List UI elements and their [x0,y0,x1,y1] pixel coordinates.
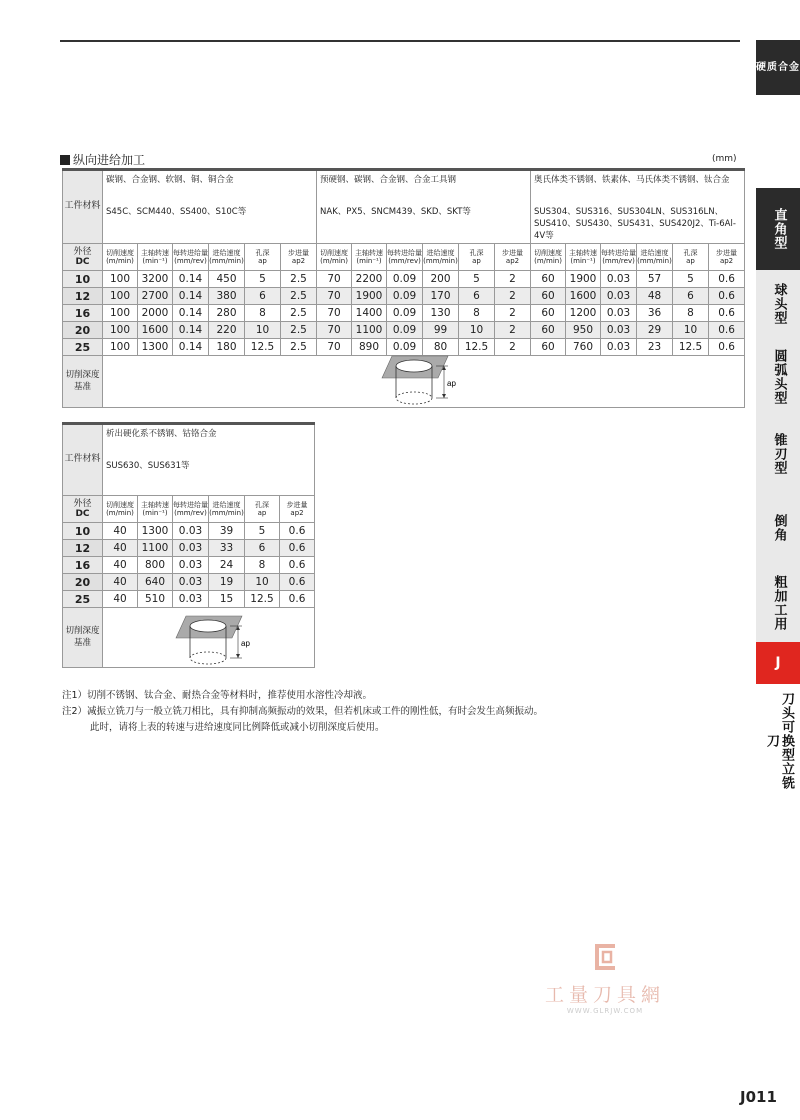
column-header-top: 切削速度 [534,248,563,257]
table-cell: 60 [531,271,566,288]
column-header-top: 进给速度 [212,500,241,509]
column-header-top: 每转进给量 [173,248,208,257]
table-cell: 2.5 [281,288,317,305]
table-cell: 0.03 [173,523,209,540]
tab-radius[interactable]: 圆弧头型 [756,338,800,417]
material-group: 预硬钢、碳钢、合金钢、合金工具钢 NAK、PX5、SNCM439、SKD、SKT等 [317,170,531,244]
column-header-top: 切削速度 [320,248,349,257]
column-header-top: 切削速度 [106,248,134,257]
table-cell: 60 [531,339,566,356]
table-cell: 220 [209,322,245,339]
column-header-top: 孔深 [683,248,698,257]
note-2: 注2）减振立铣刀与一般立铣刀相比，具有抑制高频振动的效果，但若机床或工件的刚性低，有时会发生高频振动。 [62,706,544,718]
table-cell: 0.14 [173,288,209,305]
column-header-top: 每转进给量 [387,248,423,257]
column-header-bottom: ap [686,257,695,265]
dc-cell: 16 [63,305,103,322]
table-row [63,305,745,322]
column-header-bottom: (m/min) [106,509,134,517]
table-cell: 640 [138,574,173,591]
table-cell: 33 [209,540,245,557]
table-row [63,271,745,288]
column-header-top: 主轴转速 [141,500,169,509]
column-header [281,244,317,271]
tab-taper[interactable]: 锥刃型 [756,416,800,493]
table-cell: 2 [495,339,531,356]
table-cell: 36 [637,305,673,322]
table-cell: 950 [566,322,601,339]
table-cell: 0.6 [709,271,745,288]
column-header-top: 主轴转速 [569,248,598,257]
column-header [209,244,245,271]
table-cell: 200 [423,271,459,288]
column-header-bottom: ap [472,257,481,265]
column-header-bottom: ap2 [291,257,306,265]
column-header [209,496,245,523]
table-cell: 100 [103,339,138,356]
table-row [63,322,745,339]
work-material-label: 工件材料 [63,424,103,496]
table-row [63,557,315,574]
depth-basis-label: 切削深度基准 [63,356,103,408]
table-cell: 2.5 [281,339,317,356]
table-cell: 8 [245,305,281,322]
column-header [352,244,387,271]
column-header-row [63,496,315,523]
table-cell: 800 [138,557,173,574]
table-cell: 0.03 [173,591,209,608]
table-cell: 0.03 [173,557,209,574]
table-cell: 1100 [138,540,173,557]
column-header [245,496,280,523]
table-cell: 3200 [138,271,173,288]
table-cell: 2700 [138,288,173,305]
tab-chamfer[interactable]: 倒角 [756,492,800,565]
table-row [63,574,315,591]
column-header-bottom: (mm/min) [423,257,458,265]
watermark-url: WWW.GLRJW.COM [566,1007,644,1015]
table-cell: 760 [566,339,601,356]
column-header-bottom: (mm/rev) [174,509,207,517]
table-cell: 8 [245,557,280,574]
watermark [530,942,680,1015]
table-cell: 0.14 [173,322,209,339]
column-header-top: 主轴转速 [141,248,169,257]
table-cell: 70 [317,288,352,305]
column-header [637,244,673,271]
table-cell: 29 [637,322,673,339]
table-cell: 380 [209,288,245,305]
table-cell: 1900 [352,288,387,305]
note-1: 注1）切削不锈钢、钛合金、耐热合金等材料时，推荐使用水溶性冷却液。 [62,690,373,701]
depth-basis-label: 切削深度基准 [63,608,103,668]
column-header [387,244,423,271]
table-cell: 1900 [566,271,601,288]
dc-header-top: 外径 [73,498,92,509]
column-header-top: 每转进给量 [601,248,637,257]
table-cell: 510 [138,591,173,608]
dc-header-bottom: DC [75,257,90,267]
square-bullet-icon [60,155,70,165]
top-rule [60,40,740,42]
column-header [495,244,531,271]
table-cell: 280 [209,305,245,322]
table-cell: 15 [209,591,245,608]
column-header [103,496,138,523]
table-cell: 6 [459,288,495,305]
table-cell: 40 [103,591,138,608]
table-cell: 40 [103,574,138,591]
tab-indexable: 刀头可换型立铣刀 [756,686,800,797]
dc-cell: 20 [63,574,103,591]
table-cell: 170 [423,288,459,305]
table-cell: 0.6 [280,591,315,608]
table-cell: 2 [495,271,531,288]
table-cell: 2.5 [281,305,317,322]
column-header [173,496,209,523]
column-header [138,244,173,271]
material-group: 析出硬化系不锈钢、钴铬合金 SUS630、SUS631等 [103,424,315,496]
table-cell: 0.14 [173,339,209,356]
table-cell: 2 [495,288,531,305]
table-cell: 1100 [352,322,387,339]
tab-carbide[interactable]: 硬质合金 [756,40,800,96]
section-title: 纵向进给加工 [60,151,145,168]
column-header-top: 步进量 [288,248,309,257]
table-cell: 1400 [352,305,387,322]
table-cell: 8 [459,305,495,322]
column-header [566,244,601,271]
table-cell: 0.09 [387,288,423,305]
table-cell: 23 [637,339,673,356]
table-cell: 12.5 [459,339,495,356]
column-header-bottom: ap2 [719,257,734,265]
column-header-top: 切削速度 [106,500,134,509]
column-header-bottom: (m/min) [534,257,562,265]
table-cell: 10 [459,322,495,339]
column-header [173,244,209,271]
table-cell: 100 [103,305,138,322]
column-header [531,244,566,271]
table-cell: 40 [103,557,138,574]
dc-header [63,496,103,523]
table-cell: 39 [209,523,245,540]
table-cell: 10 [245,322,281,339]
column-header [423,244,459,271]
column-header [103,244,138,271]
column-header-bottom: (mm/rev) [388,257,421,265]
table-cell: 0.6 [280,557,315,574]
table-row [63,591,315,608]
table-cell: 10 [245,574,280,591]
table-cell: 5 [673,271,709,288]
column-header-top: 进给速度 [212,248,241,257]
table-cell: 70 [317,305,352,322]
table-cell: 12.5 [245,591,280,608]
dc-cell: 25 [63,339,103,356]
table-cell: 70 [317,271,352,288]
table-cell: 0.6 [280,540,315,557]
depth-of-cut-diagram-icon [378,352,462,412]
table-cell: 1600 [138,322,173,339]
dc-header-bottom: DC [75,509,90,519]
table-cell: 10 [673,322,709,339]
table-cell: 2 [495,322,531,339]
table-cell: 1300 [138,339,173,356]
material-group: 碳钢、合金钢、软钢、铜、铜合金 S45C、SCM440、SS400、S10C等 [103,170,317,244]
table-cell: 0.6 [709,339,745,356]
table-cell: 40 [103,523,138,540]
dc-header [63,244,103,271]
column-header [280,496,315,523]
column-header-top: 步进量 [286,500,308,509]
depth-of-cut-diagram-icon [172,612,256,672]
watermark-name: 工量刀具網 [544,984,665,1006]
table-cell: 0.6 [709,322,745,339]
column-header [601,244,637,271]
table-row [63,288,745,305]
table-cell: 5 [459,271,495,288]
table-cell: 2.5 [281,322,317,339]
dc-cell: 12 [63,540,103,557]
dc-cell: 25 [63,591,103,608]
table-cell: 890 [352,339,387,356]
table-cell: 8 [673,305,709,322]
table-cell: 5 [245,271,281,288]
column-header-top: 孔深 [255,248,270,257]
table-cell: 1200 [566,305,601,322]
table-cell: 100 [103,271,138,288]
column-header-top: 进给速度 [640,248,669,257]
table-cell: 2000 [138,305,173,322]
table-cell: 450 [209,271,245,288]
dc-cell: 10 [63,523,103,540]
table-cell: 0.03 [173,540,209,557]
column-header-bottom: (mm/min) [637,257,672,265]
column-header [138,496,173,523]
column-header-bottom: ap [258,257,267,265]
table-cell: 5 [245,523,280,540]
table-cell: 60 [531,322,566,339]
tab-square[interactable]: 直角型 [756,188,800,271]
table-cell: 80 [423,339,459,356]
table-cell: 48 [637,288,673,305]
table-cell: 0.6 [280,523,315,540]
table-cell: 1600 [566,288,601,305]
table-cell: 0.14 [173,305,209,322]
table-cell: 0.03 [601,322,637,339]
table-cell: 2200 [352,271,387,288]
column-header-bottom: (mm/rev) [174,257,207,265]
dc-cell: 20 [63,322,103,339]
table-cell: 6 [245,288,281,305]
material-group: 奥氏体类不锈钢、铁素体、马氏体类不锈钢、钛合金 SUS304、SUS316、SUS304LN、SUS316LN、SUS410、SUS430、SUS431、SUS420J2、Ti-6Al-4V等 [531,170,745,244]
table-cell: 100 [103,322,138,339]
table-cell: 0.03 [601,288,637,305]
dc-cell: 10 [63,271,103,288]
table-cell: 0.03 [173,574,209,591]
tab-j[interactable]: J [756,642,800,685]
column-header-top: 孔深 [469,248,484,257]
table-row [63,540,315,557]
column-header-bottom: ap2 [290,509,304,517]
table-cell: 0.09 [387,339,423,356]
column-header-top: 孔深 [255,500,269,509]
table-cell: 0.03 [601,339,637,356]
table-cell: 70 [317,339,352,356]
table-cell: 19 [209,574,245,591]
table-cell: 100 [103,288,138,305]
column-header [459,244,495,271]
table-cell: 0.6 [280,574,315,591]
column-header-bottom: ap [257,509,267,517]
tab-roughing[interactable]: 粗加工用 [756,564,800,643]
svg-text:ap: ap [447,379,456,388]
page-number: J011 [740,1088,777,1106]
table-cell: 57 [637,271,673,288]
table-cell: 40 [103,540,138,557]
column-header-bottom: (min⁻¹) [570,257,596,265]
table-cell: 0.03 [601,305,637,322]
table-cell: 0.09 [387,322,423,339]
table-row [63,523,315,540]
table-cell: 24 [209,557,245,574]
table-cell: 0.6 [709,288,745,305]
column-header-bottom: (mm/rev) [602,257,635,265]
table-cell: 12.5 [673,339,709,356]
watermark-logo-icon [587,942,623,972]
table-cell: 1300 [138,523,173,540]
column-header [673,244,709,271]
column-header-row [63,244,745,271]
table-cell: 60 [531,305,566,322]
table-cell: 0.03 [601,271,637,288]
table-cell: 6 [245,540,280,557]
column-header-bottom: (m/min) [106,257,134,265]
table-cell: 180 [209,339,245,356]
table-cell: 6 [673,288,709,305]
column-header-bottom: (min⁻¹) [142,509,168,517]
column-header-bottom: (min⁻¹) [142,257,168,265]
tab-ball[interactable]: 球头型 [756,270,800,339]
column-header-top: 步进量 [716,248,738,257]
column-header-top: 主轴转速 [355,248,384,257]
table-cell: 70 [317,322,352,339]
column-header-bottom: (min⁻¹) [356,257,382,265]
table-cell: 2 [495,305,531,322]
table-cell: 130 [423,305,459,322]
dc-header-top: 外径 [73,246,92,257]
table-cell: 99 [423,322,459,339]
note-2-cont: 此时，请将上表的转速与进给速度同比例降低或减小切削深度后使用。 [90,722,385,734]
column-header-top: 每转进给量 [173,500,208,509]
work-material-label: 工件材料 [63,170,103,244]
notes [62,688,543,736]
column-header [245,244,281,271]
dc-cell: 12 [63,288,103,305]
table-cell: 0.09 [387,305,423,322]
column-header-bottom: (mm/min) [209,509,244,517]
column-header-top: 步进量 [502,248,524,257]
svg-text:ap: ap [241,639,250,648]
table-cell: 0.09 [387,271,423,288]
unit-label: (mm) [712,154,737,164]
column-header-top: 进给速度 [426,248,455,257]
column-header [317,244,352,271]
table-cell: 0.14 [173,271,209,288]
column-header-bottom: ap2 [505,257,520,265]
table-cell: 60 [531,288,566,305]
dc-cell: 16 [63,557,103,574]
table-cell: 0.6 [709,305,745,322]
column-header-bottom: (m/min) [320,257,348,265]
table-cell: 2.5 [281,271,317,288]
table-cell: 12.5 [245,339,281,356]
column-header [709,244,745,271]
column-header-bottom: (mm/min) [209,257,244,265]
